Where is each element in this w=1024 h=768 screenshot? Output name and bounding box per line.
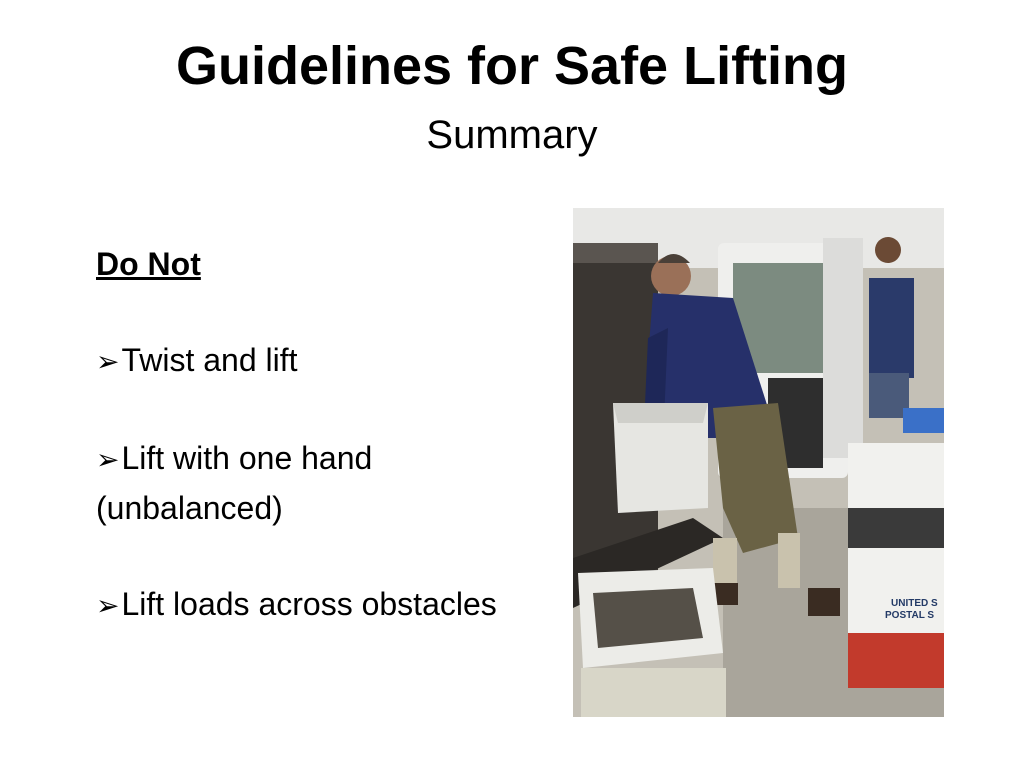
arrow-bullet-icon: ➢ [96, 444, 120, 475]
arrow-bullet-icon: ➢ [96, 346, 120, 377]
do-not-heading: Do Not [96, 246, 201, 282]
bullet-item [96, 336, 526, 386]
arrow-bullet-icon: ➢ [96, 590, 120, 621]
bullet-text: Twist and lift [121, 342, 298, 378]
bullet-text: Lift loads across obstacles [121, 586, 497, 622]
crate-label-text: POSTAL S [885, 610, 935, 621]
bullet-item [96, 580, 526, 630]
slide-subtitle: Summary [426, 113, 598, 157]
slide-title: Guidelines for Safe Lifting [175, 36, 849, 96]
content-column [96, 240, 526, 678]
crate-label-text: UNITED S [891, 598, 938, 609]
postal-workers-photo [573, 208, 944, 717]
bullet-text: Lift with one hand (unbalanced) [96, 440, 373, 526]
bullet-item [96, 434, 526, 532]
